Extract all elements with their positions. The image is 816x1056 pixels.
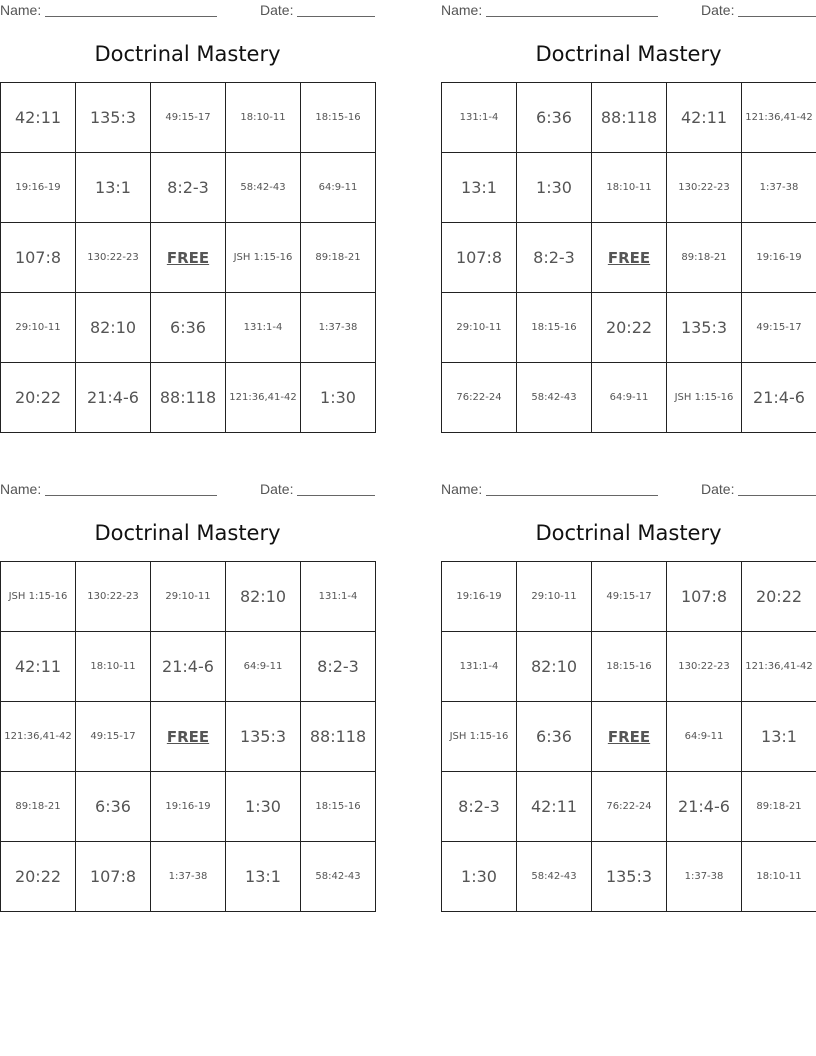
grid-cell: 76:22-24 [592, 772, 667, 842]
grid-cell: 131:1-4 [301, 562, 376, 632]
grid-row [1, 562, 376, 632]
card-title: Doctrinal Mastery [94, 42, 281, 66]
grid-cell: 107:8 [1, 223, 76, 293]
grid-cell: 121:36,41-42 [1, 702, 76, 772]
grid-cell: 121:36,41-42 [742, 632, 816, 702]
card-title: Doctrinal Mastery [535, 42, 722, 66]
free-space: FREE [592, 223, 667, 293]
date-line [738, 16, 816, 17]
name-line [45, 495, 217, 496]
grid-cell: 64:9-11 [667, 702, 742, 772]
grid-cell: 135:3 [226, 702, 301, 772]
grid-cell: 1:37-38 [151, 842, 226, 912]
bingo-grid [441, 561, 816, 912]
grid-cell: 82:10 [226, 562, 301, 632]
grid-row [1, 842, 376, 912]
grid-cell: 88:118 [301, 702, 376, 772]
grid-cell: 20:22 [1, 842, 76, 912]
grid-cell: 8:2-3 [442, 772, 517, 842]
grid-row [442, 772, 816, 842]
grid-row [442, 632, 816, 702]
grid-cell: 42:11 [517, 772, 592, 842]
name-date-row [0, 0, 375, 20]
grid-cell: 64:9-11 [301, 153, 376, 223]
grid-cell: 19:16-19 [151, 772, 226, 842]
date-label: Date: [701, 2, 735, 18]
grid-cell: 82:10 [517, 632, 592, 702]
grid-cell: 21:4-6 [667, 772, 742, 842]
date-line [297, 16, 375, 17]
grid-cell: 121:36,41-42 [742, 83, 816, 153]
grid-cell: 49:15-17 [592, 562, 667, 632]
grid-cell: 130:22-23 [667, 632, 742, 702]
grid-cell: 29:10-11 [517, 562, 592, 632]
grid-cell: 18:15-16 [592, 632, 667, 702]
grid-cell: 18:15-16 [517, 293, 592, 363]
name-label: Name: [441, 481, 483, 497]
grid-cell: 131:1-4 [442, 632, 517, 702]
grid-cell: 18:15-16 [301, 772, 376, 842]
free-space: FREE [151, 702, 226, 772]
grid-cell: JSH 1:15-16 [667, 363, 742, 433]
grid-cell: 135:3 [667, 293, 742, 363]
grid-row [1, 772, 376, 842]
grid-cell: 19:16-19 [1, 153, 76, 223]
grid-cell: 121:36,41-42 [226, 363, 301, 433]
grid-cell: 131:1-4 [226, 293, 301, 363]
bingo-grid [0, 82, 376, 433]
grid-cell: 19:16-19 [442, 562, 517, 632]
grid-cell: 8:2-3 [301, 632, 376, 702]
bingo-card-2 [441, 0, 816, 435]
date-line [297, 495, 375, 496]
grid-cell: 49:15-17 [76, 702, 151, 772]
grid-cell: 49:15-17 [151, 83, 226, 153]
grid-row [442, 223, 816, 293]
grid-cell: 29:10-11 [151, 562, 226, 632]
grid-cell: 130:22-23 [76, 562, 151, 632]
grid-row [442, 83, 816, 153]
grid-cell: 13:1 [742, 702, 816, 772]
name-date-row [441, 0, 816, 20]
date-label: Date: [701, 481, 735, 497]
grid-cell: 135:3 [76, 83, 151, 153]
grid-row [1, 632, 376, 702]
grid-cell: 8:2-3 [517, 223, 592, 293]
name-date-row [0, 479, 375, 499]
grid-cell: 88:118 [151, 363, 226, 433]
grid-cell: 21:4-6 [151, 632, 226, 702]
name-line [486, 495, 658, 496]
grid-cell: 13:1 [442, 153, 517, 223]
grid-cell: 107:8 [442, 223, 517, 293]
grid-cell: 18:10-11 [742, 842, 816, 912]
date-line [738, 495, 816, 496]
bingo-grid [441, 82, 816, 433]
grid-cell: 20:22 [592, 293, 667, 363]
grid-cell: 1:30 [442, 842, 517, 912]
grid-cell: 20:22 [742, 562, 816, 632]
grid-cell: JSH 1:15-16 [226, 223, 301, 293]
grid-cell: 8:2-3 [151, 153, 226, 223]
grid-cell: 130:22-23 [76, 223, 151, 293]
grid-cell: 58:42-43 [517, 842, 592, 912]
grid-row [442, 842, 816, 912]
grid-cell: 29:10-11 [442, 293, 517, 363]
grid-cell: JSH 1:15-16 [442, 702, 517, 772]
bingo-card-4 [441, 479, 816, 914]
grid-row [1, 363, 376, 433]
grid-row [1, 293, 376, 363]
grid-cell: 135:3 [592, 842, 667, 912]
grid-row [1, 702, 376, 772]
date-label: Date: [260, 2, 294, 18]
grid-cell: 76:22-24 [442, 363, 517, 433]
grid-row [1, 83, 376, 153]
grid-cell: 64:9-11 [592, 363, 667, 433]
grid-cell: 6:36 [517, 702, 592, 772]
grid-cell: 58:42-43 [517, 363, 592, 433]
grid-cell: 20:22 [1, 363, 76, 433]
grid-cell: 21:4-6 [742, 363, 816, 433]
name-label: Name: [441, 2, 483, 18]
grid-cell: 82:10 [76, 293, 151, 363]
date-label: Date: [260, 481, 294, 497]
name-label: Name: [0, 2, 42, 18]
grid-cell: 21:4-6 [76, 363, 151, 433]
free-space: FREE [592, 702, 667, 772]
grid-cell: 58:42-43 [226, 153, 301, 223]
grid-cell: 89:18-21 [667, 223, 742, 293]
name-date-row [441, 479, 816, 499]
grid-cell: 107:8 [76, 842, 151, 912]
grid-cell: 88:118 [592, 83, 667, 153]
card-title: Doctrinal Mastery [94, 521, 281, 545]
grid-cell: 18:10-11 [592, 153, 667, 223]
card-title: Doctrinal Mastery [535, 521, 722, 545]
grid-cell: 1:30 [301, 363, 376, 433]
grid-row [1, 153, 376, 223]
grid-cell: 49:15-17 [742, 293, 816, 363]
grid-cell: 1:37-38 [301, 293, 376, 363]
grid-cell: 6:36 [151, 293, 226, 363]
grid-row [442, 293, 816, 363]
grid-cell: 19:16-19 [742, 223, 816, 293]
grid-cell: 42:11 [667, 83, 742, 153]
grid-cell: 42:11 [1, 632, 76, 702]
grid-cell: 18:15-16 [301, 83, 376, 153]
grid-cell: JSH 1:15-16 [1, 562, 76, 632]
grid-cell: 13:1 [226, 842, 301, 912]
grid-row [442, 702, 816, 772]
grid-cell: 1:30 [517, 153, 592, 223]
grid-cell: 89:18-21 [1, 772, 76, 842]
grid-cell: 130:22-23 [667, 153, 742, 223]
grid-cell: 1:37-38 [667, 842, 742, 912]
bingo-card-1 [0, 0, 375, 435]
grid-cell: 89:18-21 [301, 223, 376, 293]
grid-cell: 1:30 [226, 772, 301, 842]
grid-cell: 6:36 [76, 772, 151, 842]
free-space: FREE [151, 223, 226, 293]
name-line [486, 16, 658, 17]
grid-cell: 64:9-11 [226, 632, 301, 702]
grid-cell: 58:42-43 [301, 842, 376, 912]
bingo-grid [0, 561, 376, 912]
grid-cell: 42:11 [1, 83, 76, 153]
grid-row [442, 153, 816, 223]
grid-row [1, 223, 376, 293]
grid-cell: 29:10-11 [1, 293, 76, 363]
grid-row [442, 363, 816, 433]
grid-cell: 89:18-21 [742, 772, 816, 842]
grid-cell: 13:1 [76, 153, 151, 223]
grid-cell: 6:36 [517, 83, 592, 153]
grid-row [442, 562, 816, 632]
grid-cell: 107:8 [667, 562, 742, 632]
name-line [45, 16, 217, 17]
name-label: Name: [0, 481, 42, 497]
grid-cell: 18:10-11 [76, 632, 151, 702]
grid-cell: 131:1-4 [442, 83, 517, 153]
bingo-card-3 [0, 479, 375, 914]
grid-cell: 18:10-11 [226, 83, 301, 153]
grid-cell: 1:37-38 [742, 153, 816, 223]
